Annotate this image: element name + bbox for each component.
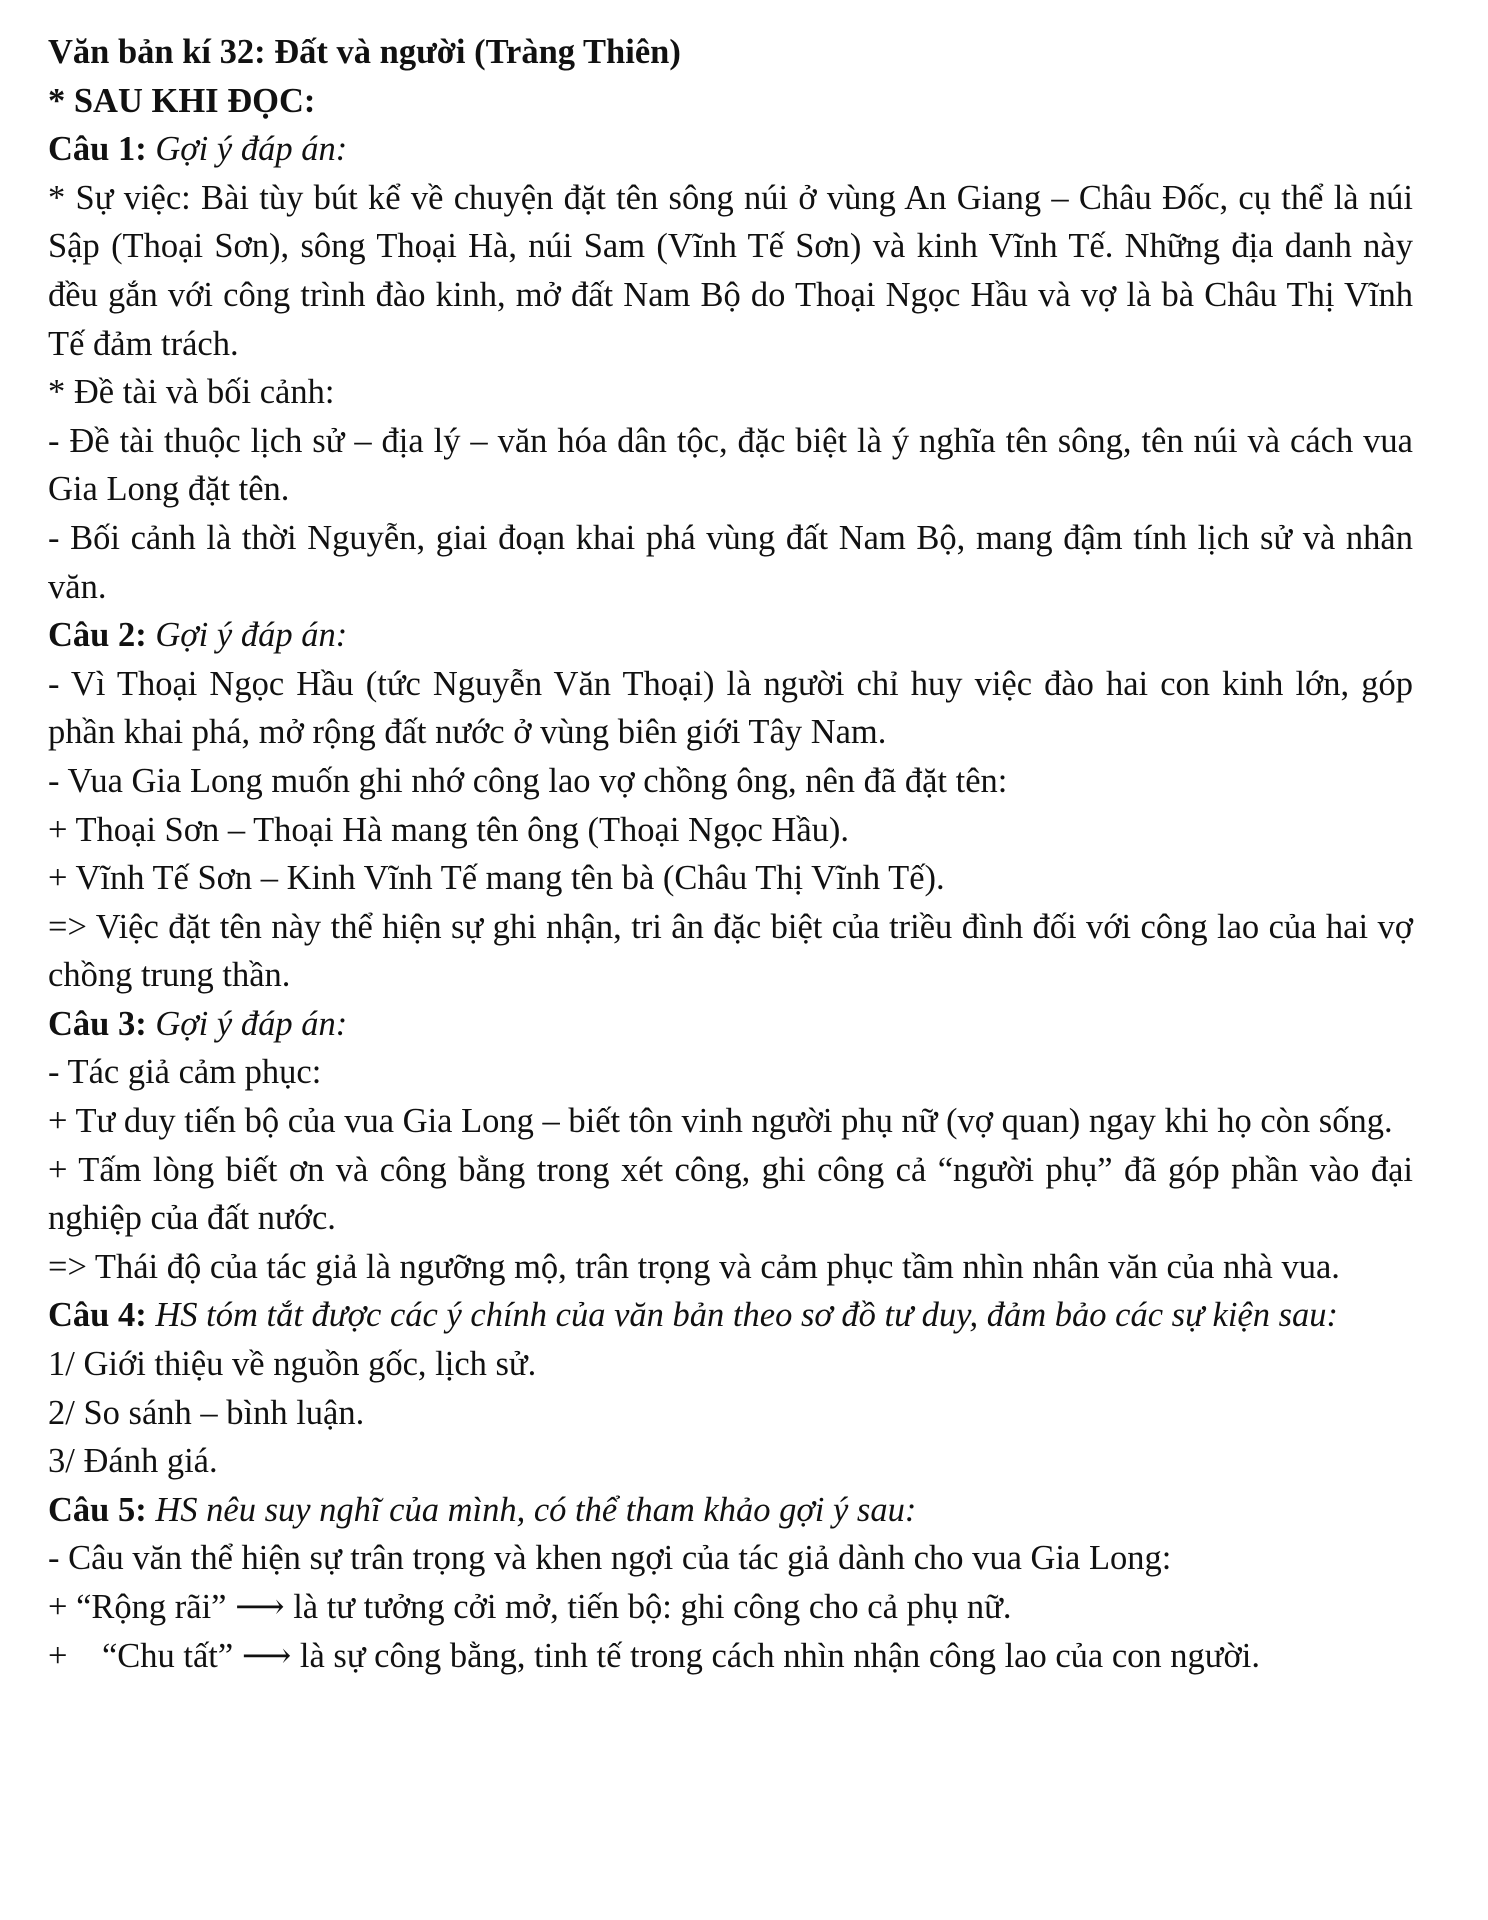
question-5-item-1: + “Rộng rãi” ⟶ là tư tưởng cởi mở, tiến bộ: ghi công cho cả phụ nữ. [48, 1588, 1012, 1626]
question-3-hint: Gợi ý đáp án: [155, 1004, 348, 1043]
question-3-admire: - Tác giả cảm phục: [48, 1053, 322, 1092]
question-1-theme: - Đề tài thuộc lịch sử – địa lý – văn hóa dân tộc, đặc biệt là ý nghĩa tên sông, tên núi và cách vua Gia Long đặt tên. [48, 421, 1413, 509]
question-2-hint: Gợi ý đáp án: [155, 616, 348, 655]
question-2-item-1: + Thoại Sơn – Thoại Hà mang tên ông (Thoại Ngọc Hầu). [48, 810, 850, 849]
question-2-conclusion: => Việc đặt tên này thể hiện sự ghi nhận, tri ân đặc biệt của triều đình đối với công lao của hai vợ chồng trung thần. [48, 907, 1413, 995]
question-2-king: - Vua Gia Long muốn ghi nhớ công lao vợ chồng ông, nên đã đặt tên: [48, 761, 1008, 800]
question-5-item-2: + “Chu tất” ⟶ là sự công bằng, tinh tế trong cách nhìn nhận công lao của con người. [48, 1636, 1260, 1675]
question-2-label: Câu 2: [48, 616, 147, 655]
question-2-heading [48, 611, 1413, 660]
question-3-item-1: + Tư duy tiến bộ của vua Gia Long – biết tôn vinh người phụ nữ (vợ quan) ngay khi họ còn sống. [48, 1102, 1393, 1141]
question-1-theme-heading: * Đề tài và bối cảnh: [48, 373, 335, 412]
question-3-label: Câu 3: [48, 1004, 147, 1043]
question-3-item-2: + Tấm lòng biết ơn và công bằng trong xét công, ghi công cả “người phụ” đã góp phần vào đại nghiệp của đất nước. [48, 1150, 1413, 1238]
question-3-heading [48, 1000, 1413, 1049]
question-4-label: Câu 4: [48, 1296, 147, 1335]
question-5-intro: - Câu văn thể hiện sự trân trọng và khen ngợi của tác giả dành cho vua Gia Long: [48, 1539, 1172, 1578]
question-5-prompt: HS nêu suy nghĩ của mình, có thể tham khảo gợi ý sau: [155, 1490, 917, 1529]
question-4-heading [48, 1291, 1413, 1340]
question-2-item-2: + Vĩnh Tế Sơn – Kinh Vĩnh Tế mang tên bà (Châu Thị Vĩnh Tế). [48, 859, 945, 898]
question-1-context: - Bối cảnh là thời Nguyễn, giai đoạn khai phá vùng đất Nam Bộ, mang đậm tính lịch sử và nhân văn. [48, 518, 1413, 606]
question-1-label: Câu 1: [48, 130, 147, 169]
document-page [48, 28, 1413, 1680]
question-4-item-3: 3/ Đánh giá. [48, 1442, 218, 1481]
question-2-reason: - Vì Thoại Ngọc Hầu (tức Nguyễn Văn Thoại) là người chỉ huy việc đào hai con kinh lớn, góp phần khai phá, mở rộng đất nước ở vùng biên giới Tây Nam. [48, 664, 1413, 752]
question-1-event: * Sự việc: Bài tùy bút kể về chuyện đặt tên sông núi ở vùng An Giang – Châu Đốc, cụ thể là núi Sập (Thoại Sơn), sông Thoại Hà, núi Sam (Vĩnh Tế Sơn) và kinh Vĩnh Tế. Những địa danh này đều gắn với công trình đào kinh, mở đất Nam Bộ do Thoại Ngọc Hầu và vợ là bà Châu Thị Vĩnh Tế đảm trách. [48, 178, 1413, 363]
question-4-item-2: 2/ So sánh – bình luận. [48, 1393, 365, 1432]
question-5-heading [48, 1486, 1413, 1535]
question-5-label: Câu 5: [48, 1490, 147, 1529]
question-1-hint: Gợi ý đáp án: [155, 130, 348, 169]
document-title: Văn bản kí 32: Đất và người (Tràng Thiên) [48, 33, 681, 71]
question-3-conclusion: => Thái độ của tác giả là ngưỡng mộ, trân trọng và cảm phục tầm nhìn nhân văn của nhà vua. [48, 1247, 1340, 1286]
question-4-prompt: HS tóm tắt được các ý chính của văn bản theo sơ đồ tư duy, đảm bảo các sự kiện sau: [155, 1296, 1339, 1335]
question-4-item-1: 1/ Giới thiệu về nguồn gốc, lịch sử. [48, 1345, 537, 1384]
question-1-heading [48, 125, 1413, 174]
section-heading: * SAU KHI ĐỌC: [48, 81, 316, 120]
